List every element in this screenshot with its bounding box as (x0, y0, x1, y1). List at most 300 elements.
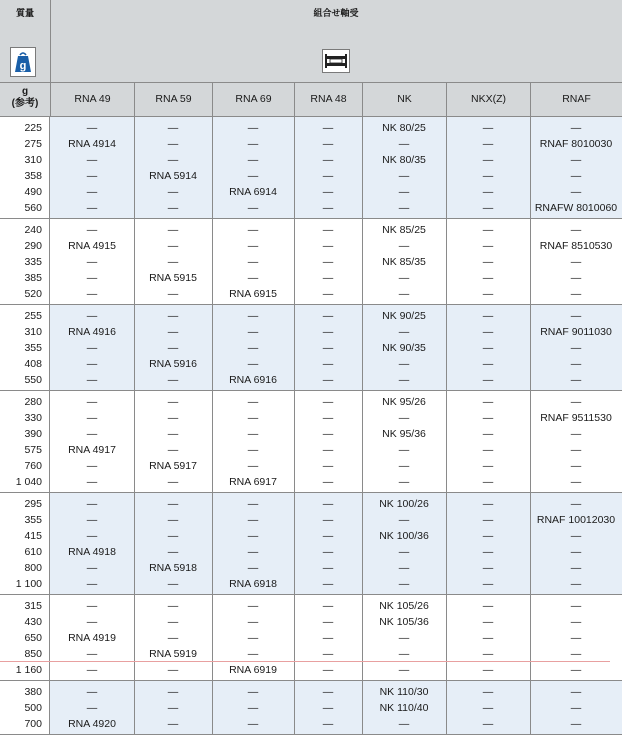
mass-value: 310 (24, 326, 42, 338)
cell-rna48: — (322, 288, 334, 300)
cell-nk: — (398, 718, 410, 730)
cell-nk: — (398, 632, 410, 644)
cell-rna59: — (167, 686, 179, 698)
table-row (0, 528, 622, 544)
cell-rna49: — (86, 428, 98, 440)
cell-rna48: — (322, 546, 334, 558)
cell-rna69: — (247, 170, 259, 182)
cell-nkx: — (482, 326, 494, 338)
cell-rna69: — (247, 600, 259, 612)
cell-rnaf: — (570, 342, 582, 354)
cell-nk: — (398, 288, 410, 300)
weight-icon (10, 47, 36, 77)
row-group (0, 117, 622, 219)
cell-rna69: — (247, 342, 259, 354)
mass-value: 280 (24, 396, 42, 408)
cell-rna59: — (167, 122, 179, 134)
cell-rna59: — (167, 632, 179, 644)
cell-rnaf: — (570, 578, 582, 590)
cell-rna59: — (167, 288, 179, 300)
table-row (0, 168, 622, 184)
cell-rna69: — (247, 224, 259, 236)
cell-rnaf: RNAF 10012030 (536, 514, 616, 526)
table-row (0, 684, 622, 700)
cell-rna48: — (322, 396, 334, 408)
cell-nkx: — (482, 374, 494, 386)
cell-rna69: RNA 6915 (229, 288, 277, 300)
cell-nkx: — (482, 514, 494, 526)
cell-rna69: — (247, 632, 259, 644)
cell-nk: — (398, 514, 410, 526)
mass-value: 575 (24, 444, 42, 456)
row-group (0, 681, 622, 735)
cell-rna48: — (322, 358, 334, 370)
mass-value: 335 (24, 256, 42, 268)
mass-value: 490 (24, 186, 42, 198)
cell-rna49: — (86, 202, 98, 214)
mass-value: 330 (24, 412, 42, 424)
cell-rnaf: — (570, 288, 582, 300)
cell-nk: — (398, 326, 410, 338)
cell-rnaf: RNAF 8010030 (539, 138, 613, 150)
mass-value: 240 (24, 224, 42, 236)
cell-rna69: — (247, 310, 259, 322)
cell-rna69: — (247, 428, 259, 440)
cell-rna48: — (322, 444, 334, 456)
cell-nkx: — (482, 224, 494, 236)
cell-nk: NK 85/35 (382, 256, 426, 268)
cell-rnaf: — (570, 256, 582, 268)
mass-value: 415 (24, 530, 42, 542)
bearing-icon (322, 49, 350, 73)
cell-rna59: — (167, 616, 179, 628)
cell-nkx: — (482, 460, 494, 472)
cell-rna49: RNA 4914 (68, 138, 116, 150)
table-row (0, 496, 622, 512)
cell-rna69: — (247, 460, 259, 472)
cell-rnaf: — (570, 272, 582, 284)
cell-rna69: — (247, 702, 259, 714)
cell-rna69: — (247, 154, 259, 166)
table-row (0, 254, 622, 270)
group-title: 組合せ軸受 (313, 8, 359, 18)
cell-rna49: RNA 4919 (68, 632, 116, 644)
cell-rnaf: — (570, 718, 582, 730)
cell-nkx: — (482, 256, 494, 268)
cell-rna49: — (86, 702, 98, 714)
cell-rna59: — (167, 498, 179, 510)
mass-value: 760 (24, 460, 42, 472)
cell-nkx: — (482, 562, 494, 574)
cell-nkx: — (482, 616, 494, 628)
cell-nk: NK 105/36 (379, 616, 429, 628)
cell-nkx: — (482, 600, 494, 612)
cell-rnaf: RNAF 8510530 (539, 240, 613, 252)
cell-rnaf: — (570, 600, 582, 612)
cell-rna69: — (247, 514, 259, 526)
cell-rna48: — (322, 138, 334, 150)
cell-rna48: — (322, 600, 334, 612)
mass-value: 800 (24, 562, 42, 574)
mass-value: 355 (24, 342, 42, 354)
table-row (0, 286, 622, 302)
cell-rna49: RNA 4915 (68, 240, 116, 252)
cell-rna49: — (86, 358, 98, 370)
cell-rnaf: — (570, 358, 582, 370)
cell-nk: — (398, 240, 410, 252)
cell-rna49: RNA 4920 (68, 718, 116, 730)
cell-rna59: — (167, 546, 179, 558)
cell-nk: NK 100/26 (379, 498, 429, 510)
cell-rna69: RNA 6917 (229, 476, 277, 488)
row-group (0, 219, 622, 305)
table-row (0, 426, 622, 442)
cell-rna69: — (247, 648, 259, 660)
cell-rnaf: — (570, 562, 582, 574)
cell-rnaf: — (570, 310, 582, 322)
cell-rna49: — (86, 122, 98, 134)
cell-nk: — (398, 170, 410, 182)
mass-value: 850 (24, 648, 42, 660)
table-row (0, 184, 622, 200)
cell-rna48: — (322, 256, 334, 268)
cell-rna48: — (322, 412, 334, 424)
annotation-line (0, 661, 610, 662)
cell-rna49: — (86, 686, 98, 698)
mass-value: 1 040 (15, 476, 42, 488)
cell-rna48: — (322, 428, 334, 440)
cell-rna59: — (167, 342, 179, 354)
mass-value: 550 (24, 374, 42, 386)
cell-rna69: — (247, 326, 259, 338)
cell-rna49: RNA 4917 (68, 444, 116, 456)
cell-rna59: — (167, 530, 179, 542)
cell-rna59: — (167, 428, 179, 440)
cell-nk: NK 100/36 (379, 530, 429, 542)
mass-value: 315 (24, 600, 42, 612)
mass-value: 225 (24, 122, 42, 134)
cell-rna49: — (86, 460, 98, 472)
cell-rna59: RNA 5919 (149, 648, 197, 660)
mass-value: 310 (24, 154, 42, 166)
mass-header-cell (0, 0, 51, 82)
mass-label: 質量 (15, 8, 34, 18)
cell-rna69: — (247, 686, 259, 698)
cell-rna69: RNA 6918 (229, 578, 277, 590)
cell-nk: — (398, 476, 410, 488)
mass-value: 520 (24, 288, 42, 300)
cell-rna49: — (86, 562, 98, 574)
cell-rna49: — (86, 256, 98, 268)
mass-value: 1 100 (15, 578, 42, 590)
table-row (0, 614, 622, 630)
table-row (0, 372, 622, 388)
cell-rna48: — (322, 202, 334, 214)
cell-nk: — (398, 138, 410, 150)
mass-value: 1 160 (15, 664, 42, 676)
unit-note: (参考) (11, 98, 39, 109)
cell-nk: — (398, 664, 410, 676)
table-body (0, 117, 622, 735)
cell-rna69: RNA 6914 (229, 186, 277, 198)
cell-rnaf: — (570, 154, 582, 166)
col-header-rna49: RNA 49 (50, 83, 134, 116)
table-row (0, 646, 622, 662)
table-row (0, 700, 622, 716)
mass-value: 390 (24, 428, 42, 440)
table-row (0, 474, 622, 490)
cell-nk: NK 110/30 (379, 686, 429, 698)
cell-rna49: — (86, 648, 98, 660)
cell-nkx: — (482, 202, 494, 214)
table-row (0, 410, 622, 426)
cell-rna59: — (167, 374, 179, 386)
cell-nkx: — (482, 412, 494, 424)
cell-nk: — (398, 648, 410, 660)
table-row (0, 136, 622, 152)
cell-rnaf: — (570, 122, 582, 134)
col-header-rna69: RNA 69 (212, 83, 294, 116)
table-row (0, 394, 622, 410)
cell-rna49: — (86, 396, 98, 408)
cell-nkx: — (482, 170, 494, 182)
cell-rnaf: — (570, 224, 582, 236)
cell-rnaf: — (570, 476, 582, 488)
cell-rna59: — (167, 444, 179, 456)
cell-rna59: RNA 5916 (149, 358, 197, 370)
cell-rnaf: RNAFW 8010060 (534, 202, 618, 214)
mass-value: 355 (24, 514, 42, 526)
cell-rna48: — (322, 718, 334, 730)
cell-nkx: — (482, 546, 494, 558)
cell-nk: — (398, 272, 410, 284)
cell-nkx: — (482, 530, 494, 542)
mass-value: 358 (24, 170, 42, 182)
mass-value: 408 (24, 358, 42, 370)
cell-rnaf: — (570, 374, 582, 386)
cell-rnaf: — (570, 632, 582, 644)
cell-rna49: — (86, 530, 98, 542)
cell-nkx: — (482, 342, 494, 354)
table-row (0, 200, 622, 216)
cell-nk: — (398, 460, 410, 472)
cell-rna49: RNA 4916 (68, 326, 116, 338)
cell-rna69: — (247, 358, 259, 370)
cell-rna48: — (322, 498, 334, 510)
cell-rna69: — (247, 396, 259, 408)
cell-rna49: — (86, 514, 98, 526)
table-row (0, 512, 622, 528)
cell-rna48: — (322, 562, 334, 574)
cell-nk: — (398, 444, 410, 456)
mass-value: 275 (24, 138, 42, 150)
cell-rna59: — (167, 476, 179, 488)
cell-rnaf: — (570, 444, 582, 456)
cell-rna49: — (86, 374, 98, 386)
cell-nkx: — (482, 648, 494, 660)
cell-nkx: — (482, 186, 494, 198)
cell-nk: NK 85/25 (382, 224, 426, 236)
cell-rna48: — (322, 170, 334, 182)
cell-rna59: — (167, 186, 179, 198)
cell-rnaf: — (570, 702, 582, 714)
cell-rna48: — (322, 186, 334, 198)
cell-nk: — (398, 186, 410, 198)
mass-value: 700 (24, 718, 42, 730)
cell-rna49: — (86, 616, 98, 628)
cell-rnaf: — (570, 664, 582, 676)
cell-nkx: — (482, 444, 494, 456)
cell-rna49: — (86, 272, 98, 284)
cell-rna59: RNA 5917 (149, 460, 197, 472)
cell-rna48: — (322, 240, 334, 252)
cell-nk: — (398, 412, 410, 424)
cell-nkx: — (482, 476, 494, 488)
mass-value: 290 (24, 240, 42, 252)
cell-rna49: — (86, 224, 98, 236)
mass-value: 610 (24, 546, 42, 558)
cell-rna59: — (167, 326, 179, 338)
cell-rna69: — (247, 240, 259, 252)
cell-rna48: — (322, 374, 334, 386)
table-row (0, 662, 622, 678)
cell-rna69: — (247, 616, 259, 628)
cell-rna48: — (322, 648, 334, 660)
table-row (0, 152, 622, 168)
cell-rna69: — (247, 546, 259, 558)
cell-nk: — (398, 374, 410, 386)
cell-nk: — (398, 546, 410, 558)
table-row (0, 716, 622, 732)
unit-g: g (21, 86, 29, 97)
table-row (0, 120, 622, 136)
cell-nk: NK 95/36 (382, 428, 426, 440)
cell-rna49: — (86, 288, 98, 300)
cell-nkx: — (482, 428, 494, 440)
cell-rna59: — (167, 600, 179, 612)
cell-nkx: — (482, 122, 494, 134)
cell-nkx: — (482, 686, 494, 698)
cell-rna48: — (322, 326, 334, 338)
cell-rna69: — (247, 202, 259, 214)
cell-nkx: — (482, 272, 494, 284)
mass-value: 385 (24, 272, 42, 284)
cell-rna59: — (167, 514, 179, 526)
mass-value: 295 (24, 498, 42, 510)
cell-nkx: — (482, 578, 494, 590)
cell-rnaf: — (570, 686, 582, 698)
cell-rna69: RNA 6919 (229, 664, 277, 676)
cell-rnaf: — (570, 530, 582, 542)
table-row (0, 308, 622, 324)
cell-rna69: — (247, 272, 259, 284)
cell-rna48: — (322, 122, 334, 134)
cell-rna69: — (247, 122, 259, 134)
cell-rna49: — (86, 412, 98, 424)
cell-rna48: — (322, 310, 334, 322)
cell-rna49: RNA 4918 (68, 546, 116, 558)
cell-rnaf: — (570, 648, 582, 660)
cell-rna48: — (322, 272, 334, 284)
cell-nk: NK 95/26 (382, 396, 426, 408)
cell-nk: — (398, 202, 410, 214)
cell-rna59: — (167, 578, 179, 590)
row-group (0, 595, 622, 681)
cell-rna49: — (86, 600, 98, 612)
unit-label (0, 86, 50, 110)
table-row (0, 544, 622, 560)
cell-rna59: — (167, 256, 179, 268)
cell-rna48: — (322, 686, 334, 698)
cell-nkx: — (482, 664, 494, 676)
mass-value: 560 (24, 202, 42, 214)
cell-rnaf: RNAF 9511530 (540, 412, 612, 424)
table-row (0, 340, 622, 356)
cell-rna48: — (322, 342, 334, 354)
mass-value: 380 (24, 686, 42, 698)
cell-nk: — (398, 562, 410, 574)
table-row (0, 356, 622, 372)
table-row (0, 270, 622, 286)
cell-rna59: RNA 5918 (149, 562, 197, 574)
table-row (0, 238, 622, 254)
cell-rna48: — (322, 578, 334, 590)
cell-rna49: — (86, 170, 98, 182)
cell-rna59: — (167, 396, 179, 408)
table-row (0, 442, 622, 458)
cell-rnaf: — (570, 498, 582, 510)
cell-rna69: — (247, 138, 259, 150)
cell-rna48: — (322, 632, 334, 644)
cell-rna59: — (167, 412, 179, 424)
cell-nkx: — (482, 702, 494, 714)
cell-nkx: — (482, 138, 494, 150)
table-row (0, 324, 622, 340)
table-row (0, 222, 622, 238)
cell-nk: NK 105/26 (379, 600, 429, 612)
mass-value: 500 (24, 702, 42, 714)
mass-value: 255 (24, 310, 42, 322)
cell-rna69: — (247, 412, 259, 424)
cell-rna69: — (247, 444, 259, 456)
cell-rna49: — (86, 578, 98, 590)
table-row (0, 560, 622, 576)
cell-nkx: — (482, 396, 494, 408)
cell-rna49: — (86, 476, 98, 488)
cell-rna48: — (322, 154, 334, 166)
cell-rna69: — (247, 256, 259, 268)
cell-rna49: — (86, 664, 98, 676)
cell-nkx: — (482, 310, 494, 322)
cell-rna49: — (86, 154, 98, 166)
cell-rna59: RNA 5915 (149, 272, 197, 284)
cell-nk: NK 80/35 (382, 154, 426, 166)
col-header-nk: NK (362, 83, 446, 116)
cell-nkx: — (482, 358, 494, 370)
col-header-rna59: RNA 59 (134, 83, 212, 116)
cell-rna49: — (86, 498, 98, 510)
col-header-rnaf: RNAF (530, 83, 622, 116)
cell-rna49: — (86, 342, 98, 354)
cell-nk: NK 90/25 (382, 310, 426, 322)
cell-rna48: — (322, 224, 334, 236)
cell-rna48: — (322, 460, 334, 472)
cell-rna69: — (247, 498, 259, 510)
cell-rna59: — (167, 718, 179, 730)
mass-value: 430 (24, 616, 42, 628)
table-row (0, 458, 622, 474)
cell-nkx: — (482, 288, 494, 300)
